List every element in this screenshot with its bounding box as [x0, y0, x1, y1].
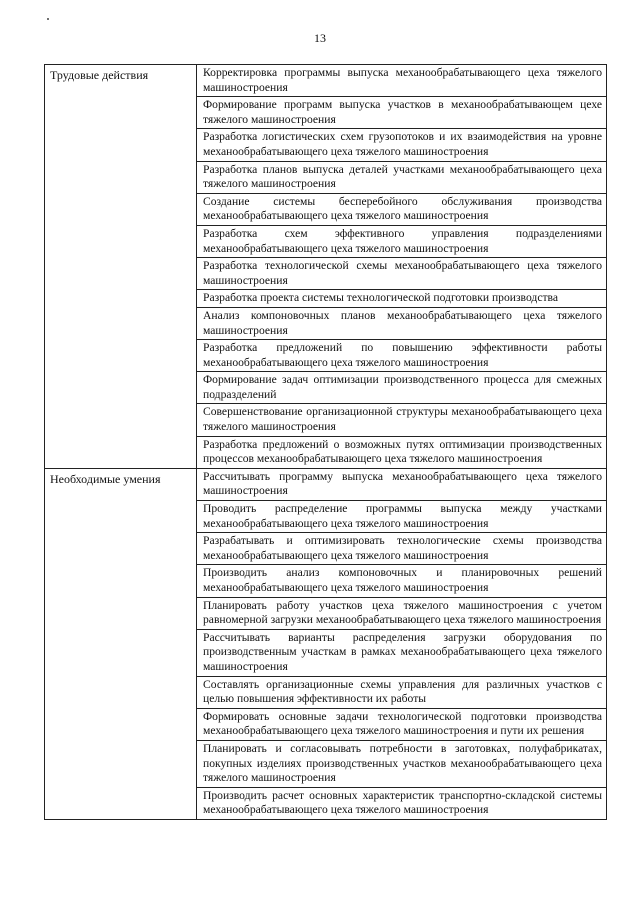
list-item: Разработка схем эффективного управления подразделениями механообрабатывающего цеха тяжелого машиностроения [197, 226, 606, 258]
list-item: Разработка проекта системы технологической подготовки производства [197, 290, 606, 308]
section-items [197, 65, 607, 469]
list-item: Планировать и согласовывать потребности в заготовках, полуфабрикатах, покупных изделиях производственных участков механообрабатывающего цеха тяжелого машиностроения [197, 741, 606, 788]
list-item: Анализ компоновочных планов механообрабатывающего цеха тяжелого машиностроения [197, 308, 606, 340]
list-item: Формирование задач оптимизации производственного процесса для смежных подразделений [197, 372, 606, 404]
list-item: Разработка предложений о возможных путях оптимизации производственных процессов механообрабатывающего цеха тяжелого машиностроения [203, 437, 602, 466]
section-row-labor-actions [45, 65, 607, 469]
list-item: Проводить распределение программы выпуска между участками механообрабатывающего цеха тяжелого машиностроения [197, 501, 606, 533]
section-items [197, 468, 607, 819]
page-number: 13 [314, 31, 326, 45]
list-item: Рассчитывать программу выпуска механообрабатывающего цеха тяжелого машиностроения [197, 469, 606, 501]
list-item: Рассчитывать варианты распределения загрузки оборудования по производственным участкам в рамках механообрабатывающего цеха тяжелого машиностроения [197, 630, 606, 677]
list-item: Совершенствование организационной структуры механообрабатывающего цеха тяжелого машиностроения [197, 404, 606, 436]
list-item: Корректировка программы выпуска механообрабатывающего цеха тяжелого машиностроения [197, 65, 606, 97]
list-item: Формировать основные задачи технологической подготовки производства механообрабатывающего цеха тяжелого машиностроения и пути их решения [197, 709, 606, 741]
list-item: Разработка технологической схемы механообрабатывающего цеха тяжелого машиностроения [197, 258, 606, 290]
list-item: Производить расчет основных характеристик транспортно-складской системы механообрабатывающего цеха тяжелого машиностроения [203, 788, 602, 817]
list-item: Составлять организационные схемы управления для различных участков с целью повышения эффективности их работы [197, 677, 606, 709]
qualification-table [44, 64, 607, 820]
section-label: Необходимые умения [45, 468, 197, 819]
list-item: Создание системы бесперебойного обслуживания производства механообрабатывающего цеха тяжелого машиностроения [197, 194, 606, 226]
section-row-required-skills [45, 468, 607, 819]
list-item: Разработка планов выпуска деталей участками механообрабатывающего цеха тяжелого машиностроения [197, 162, 606, 194]
list-item: Формирование программ выпуска участков в механообрабатывающем цехе тяжелого машиностроения [197, 97, 606, 129]
list-item: Разработка предложений по повышению эффективности работы механообрабатывающего цеха тяжелого машиностроения [197, 340, 606, 372]
list-item: Производить анализ компоновочных и планировочных решений механообрабатывающего цеха тяжелого машиностроения [197, 565, 606, 597]
section-label: Трудовые действия [45, 65, 197, 469]
list-item: Разрабатывать и оптимизировать технологические схемы производства механообрабатывающего цеха тяжелого машиностроения [197, 533, 606, 565]
list-item: Планировать работу участков цеха тяжелого машиностроения с учетом равномерной загрузки механообрабатывающего цеха тяжелого машиностроения [197, 598, 606, 630]
scan-speck [47, 18, 49, 20]
list-item: Разработка логистических схем грузопотоков и их взаимодействия на уровне механообрабатывающего цеха тяжелого машиностроения [197, 129, 606, 161]
